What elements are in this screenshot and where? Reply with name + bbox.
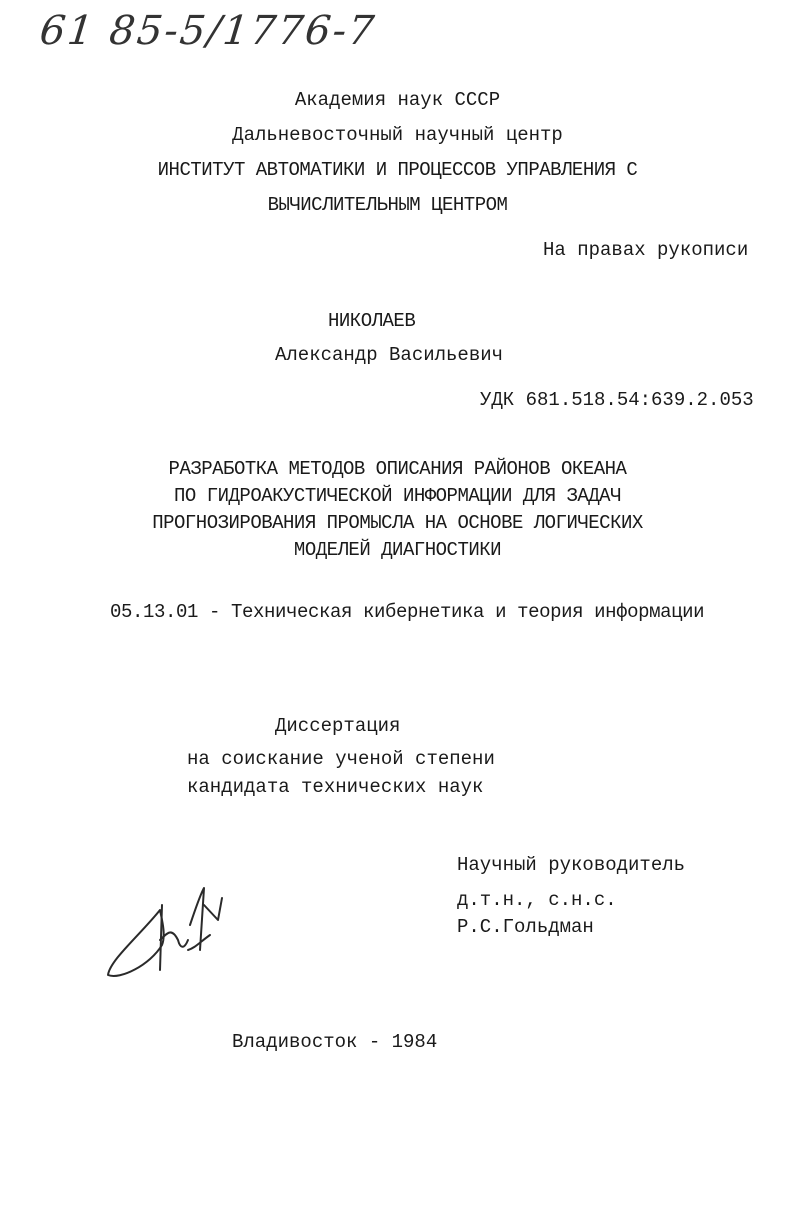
- place-year: Владивосток - 1984: [232, 1031, 438, 1053]
- institute-name: ИНСТИТУТ АВТОМАТИКИ И ПРОЦЕССОВ УПРАВЛЕНИЯ С: [157, 159, 638, 181]
- supervisor-label: Научный руководитель: [457, 854, 686, 876]
- supervisor-degree: д.т.н., с.н.с.: [457, 889, 617, 911]
- dissertation-degree-line-1: на соискание ученой степени: [187, 748, 495, 770]
- title-line-2: ПО ГИДРОАКУСТИЧЕСКОЙ ИНФОРМАЦИИ ДЛЯ ЗАДАЧ: [174, 485, 621, 507]
- author-surname: НИКОЛАЕВ: [328, 310, 416, 332]
- udc-code: УДК 681.518.54:639.2.053: [480, 389, 754, 411]
- supervisor-name: Р.С.Гольдман: [457, 916, 594, 938]
- specialty: 05.13.01 - Техническая кибернетика и теория информации: [110, 601, 705, 623]
- title-line-3: ПРОГНОЗИРОВАНИЯ ПРОМЫСЛА НА ОСНОВЕ ЛОГИЧЕСКИХ: [152, 512, 643, 534]
- archive-handwritten-mark: 61 85-5/1776-7: [37, 8, 379, 54]
- signature-image: [100, 880, 250, 985]
- title-line-4: МОДЕЛЕЙ ДИАГНОСТИКИ: [293, 539, 502, 561]
- academy-name: Академия наук СССР: [294, 89, 501, 111]
- manuscript-rights: На правах рукописи: [543, 239, 749, 261]
- institute-name-cont: ВЫЧИСЛИТЕЛЬНЫМ ЦЕНТРОМ: [267, 194, 508, 216]
- center-name: Дальневосточный научный центр: [232, 124, 563, 146]
- title-line-1: РАЗРАБОТКА МЕТОДОВ ОПИСАНИЯ РАЙОНОВ ОКЕАНА: [168, 458, 627, 480]
- dissertation-degree-line-2: кандидата технических наук: [187, 776, 484, 798]
- dissertation-label: Диссертация: [275, 715, 401, 737]
- author-name: Александр Васильевич: [275, 344, 504, 366]
